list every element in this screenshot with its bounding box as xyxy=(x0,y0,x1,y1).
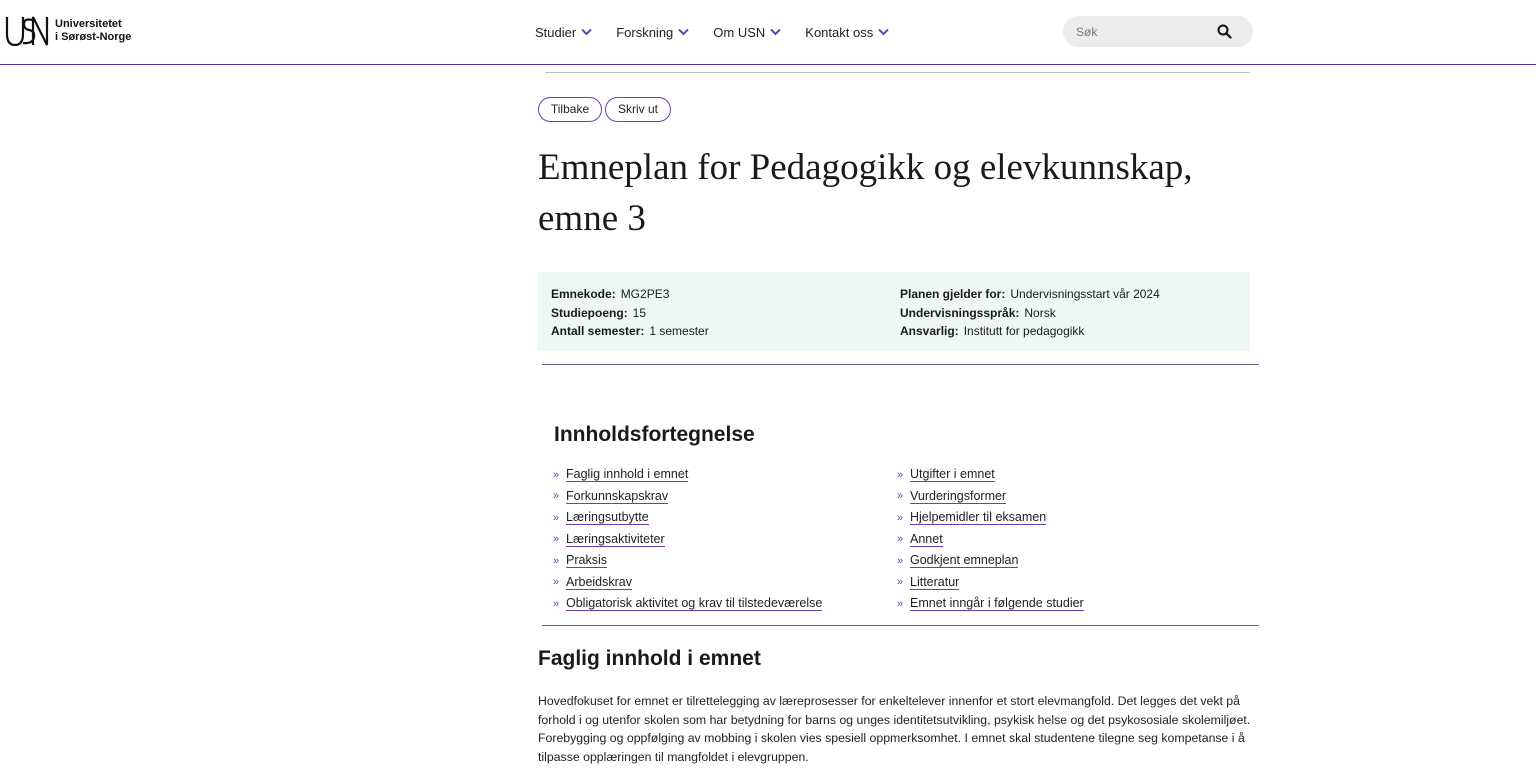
toc-item xyxy=(553,529,822,551)
site-header xyxy=(0,0,1536,65)
fact-value: Undervisningsstart vår 2024 xyxy=(1010,287,1160,301)
toc-bullet: » xyxy=(897,468,904,481)
nav-item-kontakt-oss[interactable] xyxy=(805,22,889,42)
toc-bullet: » xyxy=(553,533,560,546)
toc-link-emnet-inngar[interactable]: Emnet inngår i følgende studier xyxy=(910,596,1084,611)
search-input[interactable] xyxy=(1076,23,1206,40)
fact-row xyxy=(551,304,709,323)
toc-link-litteratur[interactable]: Litteratur xyxy=(910,574,960,589)
toc-item xyxy=(897,507,1084,529)
fact-row xyxy=(551,322,709,341)
toc-list-right xyxy=(897,464,1084,615)
toc-link-arbeidskrav[interactable]: Arbeidskrav xyxy=(566,574,632,589)
toc-item xyxy=(897,464,1084,486)
toc-link-laeringsaktiviteter[interactable]: Læringsaktiviteter xyxy=(566,531,665,546)
toc-bullet: » xyxy=(897,511,904,524)
print-button[interactable]: Skriv ut xyxy=(605,97,671,122)
toc-item xyxy=(897,593,1084,615)
toc-item xyxy=(553,550,822,572)
usn-logo[interactable] xyxy=(4,14,131,48)
fact-value: Institutt for pedagogikk xyxy=(963,324,1085,338)
main-nav xyxy=(535,22,913,42)
toc-bullet: » xyxy=(897,554,904,567)
toc-link-faglig-innhold[interactable]: Faglig innhold i emnet xyxy=(566,467,689,482)
toc-bullet: » xyxy=(897,576,904,589)
toc-item xyxy=(553,593,822,615)
chevron-down-icon xyxy=(678,28,689,36)
toc-bullet: » xyxy=(553,511,560,524)
fact-row xyxy=(900,304,1160,323)
toc-list-left xyxy=(553,464,822,615)
fact-value: 1 semester xyxy=(649,324,709,338)
nav-item-label: Forskning xyxy=(616,24,674,40)
toc-item xyxy=(553,507,822,529)
fact-value: Norsk xyxy=(1024,305,1056,320)
toc-item xyxy=(897,529,1084,551)
nav-item-studier[interactable] xyxy=(535,22,592,42)
chevron-down-icon xyxy=(581,28,592,36)
fact-key: Antall semester: xyxy=(551,324,645,338)
toc-link-godkjent-emneplan[interactable]: Godkjent emneplan xyxy=(910,553,1019,568)
nav-item-label: Om USN xyxy=(713,24,766,40)
usn-logo-mark-icon xyxy=(4,14,50,48)
top-divider xyxy=(545,72,1250,73)
toc-link-laeringsutbytte[interactable]: Læringsutbytte xyxy=(566,510,649,525)
fact-row xyxy=(900,322,1160,341)
toc-bullet: » xyxy=(897,533,904,546)
chevron-down-icon xyxy=(878,28,889,36)
page-title: Emneplan for Pedagogikk og elevkunnskap, emne 3 xyxy=(538,147,1193,239)
toc-bullet: » xyxy=(553,554,560,567)
fact-row xyxy=(900,285,1160,304)
toc-bullet: » xyxy=(553,468,560,481)
section-divider xyxy=(542,364,1259,365)
search-box xyxy=(1063,16,1253,47)
toc-link-utgifter[interactable]: Utgifter i emnet xyxy=(910,467,995,482)
toc-item xyxy=(553,464,822,486)
facts-column-right xyxy=(900,285,1160,341)
toc-bullet: » xyxy=(553,597,560,610)
section-body-text: Hovedfokuset for emnet er tilrettelegging av læreprosesser for enkeltelever innenfor et stort elevmangfold. Det legges det vekt på forhold i og utenfor skolen som har betydning for barns og unges identitetsutvikling, psykisk helse og det psykososiale skolemiljøet. Forebygging og oppfølging av mobbing i skolen vies spesiell oppmerksomhet. I emnet skal studentene tilegne seg kompetanse i å tilpasse opplæringen til mangfoldet i elevgruppen. xyxy=(538,694,1251,764)
toc-link-hjelpemidler[interactable]: Hjelpemidler til eksamen xyxy=(910,510,1047,525)
fact-key: Ansvarlig: xyxy=(900,324,959,338)
course-facts-box xyxy=(538,272,1250,351)
fact-key: Studiepoeng: xyxy=(551,305,628,320)
nav-item-forskning[interactable] xyxy=(616,22,689,42)
nav-item-om-usn[interactable] xyxy=(713,22,781,42)
toc-item xyxy=(897,550,1084,572)
fact-key: Emnekode: xyxy=(551,287,616,301)
section-heading: Faglig innhold i emnet xyxy=(538,647,761,670)
logo-line2: i Sørøst-Norge xyxy=(55,31,132,43)
toc-item xyxy=(897,486,1084,508)
toc-bullet: » xyxy=(897,490,904,503)
toc-link-praksis[interactable]: Praksis xyxy=(566,553,607,568)
toc-item xyxy=(897,572,1084,594)
toc-item xyxy=(553,572,822,594)
toc-link-obligatorisk-aktivitet[interactable]: Obligatorisk aktivitet og krav til tilstedeværelse xyxy=(566,596,823,611)
nav-item-label: Studier xyxy=(535,24,577,40)
toc-link-forkunnskapskrav[interactable]: Forkunnskapskrav xyxy=(566,488,669,503)
section-divider xyxy=(542,625,1259,626)
search-icon[interactable] xyxy=(1217,24,1232,39)
toc-item xyxy=(553,486,822,508)
logo-line1: Universitetet xyxy=(55,18,122,30)
nav-item-label: Kontakt oss xyxy=(805,24,874,40)
fact-value: 15 xyxy=(632,305,647,320)
toc-bullet: » xyxy=(553,576,560,589)
toc-link-annet[interactable]: Annet xyxy=(910,531,943,546)
toc-bullet: » xyxy=(897,597,904,610)
fact-key: Planen gjelder for: xyxy=(900,287,1006,301)
fact-row xyxy=(551,285,709,304)
facts-column-left xyxy=(551,285,709,341)
logo-text xyxy=(55,18,131,44)
fact-key: Undervisningsspråk: xyxy=(900,305,1020,320)
fact-value: MG2PE3 xyxy=(620,287,670,301)
toc-title: Innholdsfortegnelse xyxy=(554,423,755,446)
chevron-down-icon xyxy=(770,28,781,36)
toc-bullet: » xyxy=(553,490,560,503)
back-button[interactable]: Tilbake xyxy=(538,97,602,122)
toc-link-vurderingsformer[interactable]: Vurderingsformer xyxy=(910,488,1007,503)
